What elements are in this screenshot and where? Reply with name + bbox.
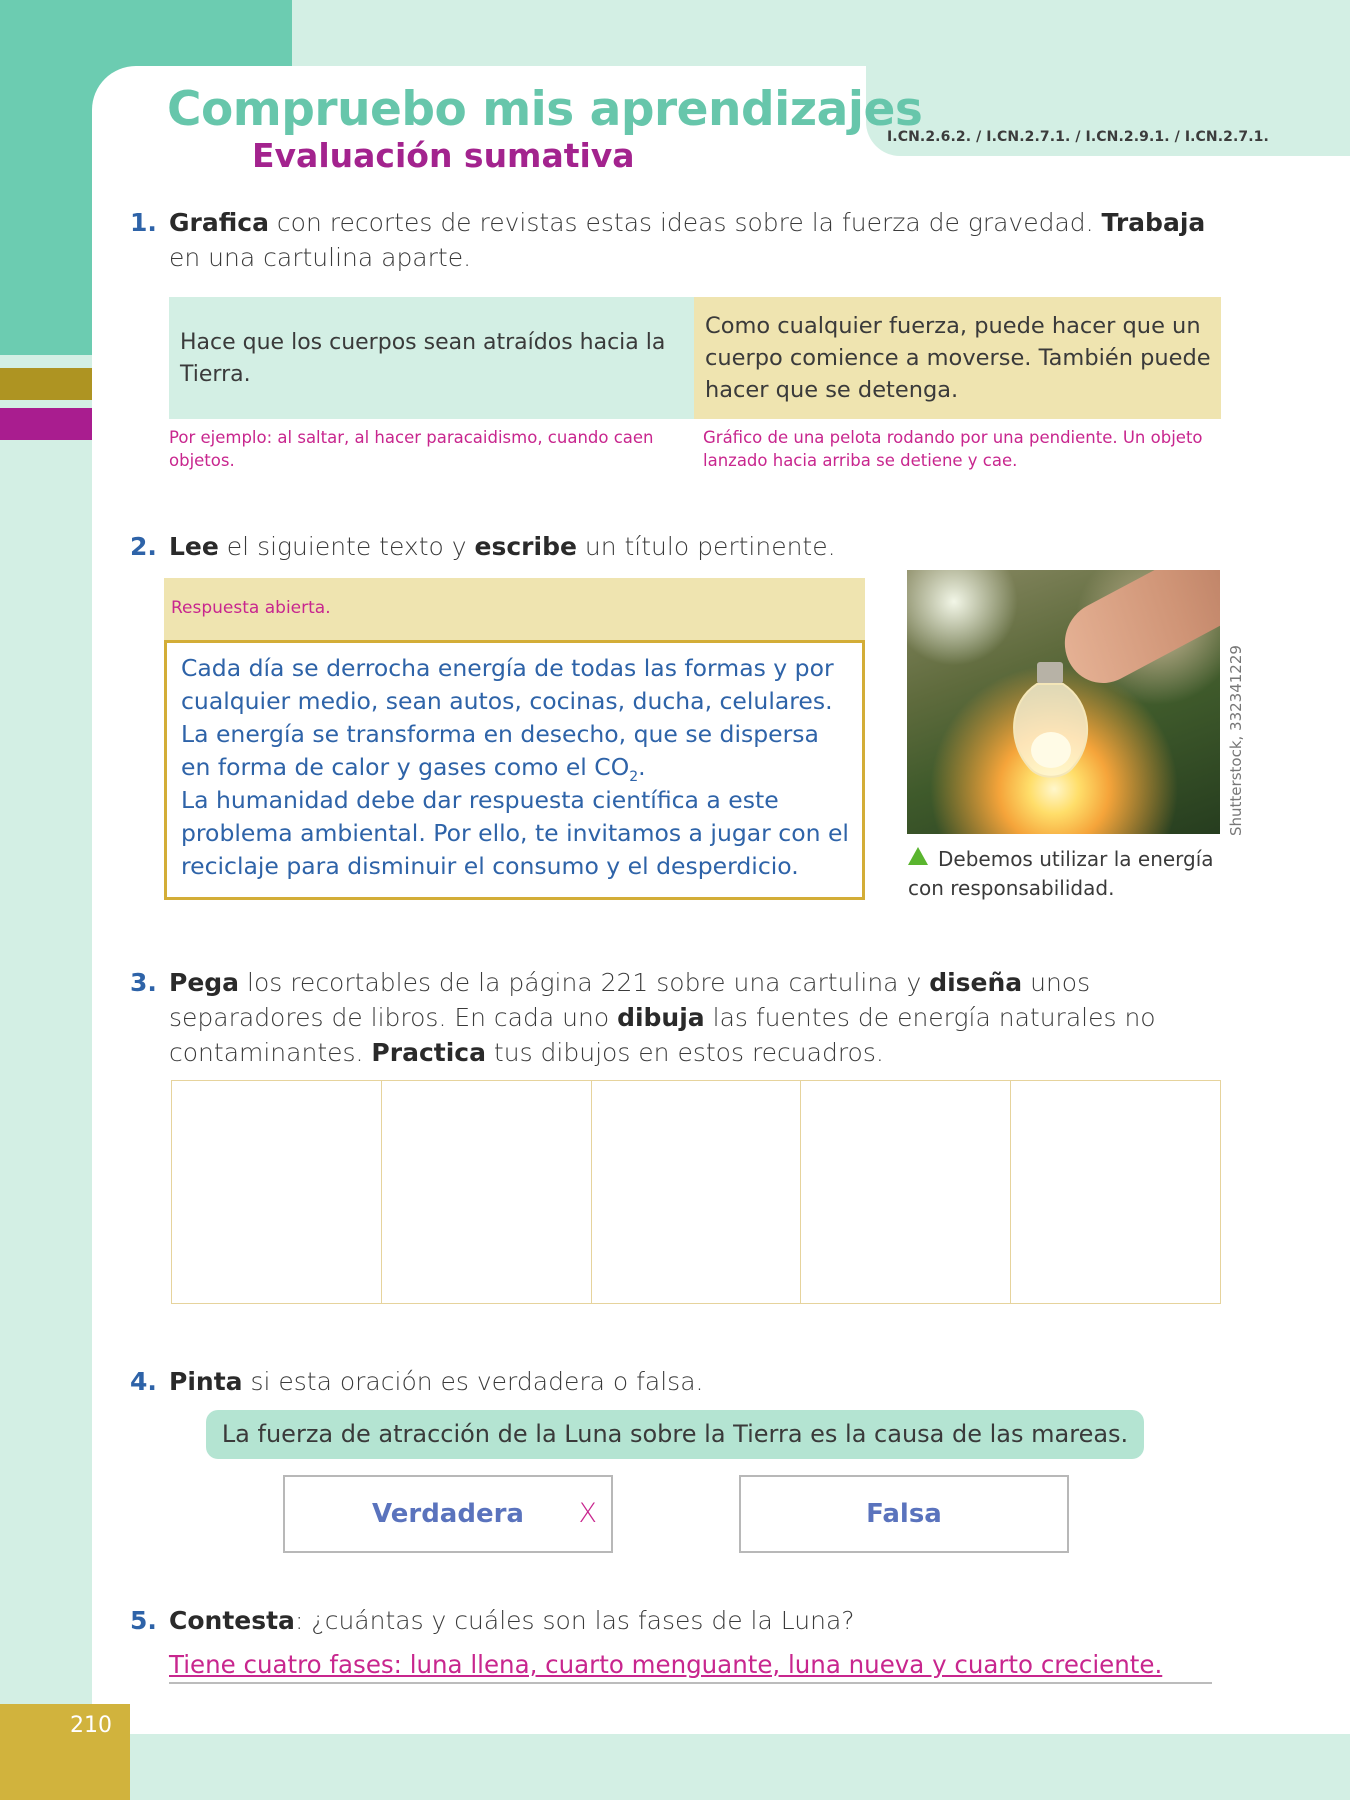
instruction-verb: Pinta: [169, 1367, 243, 1396]
drawing-box[interactable]: [592, 1081, 802, 1303]
instruction-verb: Grafica: [169, 208, 269, 237]
instruction-verb: Contesta: [169, 1606, 295, 1635]
lightbulb-photo: [907, 570, 1220, 834]
reading-paragraph-1: [181, 652, 850, 784]
photo-credit: Shutterstock, 332341229: [1227, 645, 1245, 836]
question-number: 1.: [130, 208, 157, 237]
title-answer-field[interactable]: Respuesta abierta.: [164, 578, 865, 640]
photo-caption: [908, 845, 1228, 903]
instruction-text: un título pertinente.: [576, 532, 836, 561]
question-number: 3.: [130, 968, 157, 997]
true-option-label: Verdadera: [372, 1499, 524, 1529]
question-2: [130, 529, 889, 564]
decorative-olive-stripe: [0, 368, 92, 400]
false-option-box[interactable]: [739, 1475, 1069, 1553]
instruction-verb: Practica: [371, 1038, 486, 1067]
instruction-text: : ¿cuántas y cuáles son las fases de la Luna?: [294, 1606, 855, 1635]
instruction-text: en una cartulina aparte.: [169, 243, 472, 272]
drawing-box[interactable]: [1011, 1081, 1220, 1303]
question-5: [130, 1603, 1169, 1638]
drawing-boxes: [171, 1080, 1221, 1304]
moon-phases-answer-line[interactable]: Tiene cuatro fases: luna llena, cuarto menguante, luna nueva y cuarto creciente.: [169, 1648, 1212, 1684]
answer-right: Gráfico de una pelota rodando por una pendiente. Un objeto lanzado hacia arriba se detiene y cae.: [703, 428, 1203, 470]
instruction-text: el siguiente texto y: [218, 532, 475, 561]
answer-left: Por ejemplo: al saltar, al hacer paracaidismo, cuando caen objetos.: [169, 428, 654, 470]
page-number: 210: [70, 1713, 112, 1738]
instruction-verb: Trabaja: [1101, 208, 1206, 237]
drawing-box[interactable]: [801, 1081, 1011, 1303]
instruction-text: los recortables de la página 221 sobre una cartulina y: [239, 968, 930, 997]
page-title: Compruebo mis aprendizajes: [167, 82, 923, 137]
page-subtitle: Evaluación sumativa: [252, 136, 635, 175]
paragraph-text: Cada día se derrocha energía de todas las formas y por cualquier medio, sean autos, cocinas, ducha, celulares. La energía se transforma en desecho, que se dispersa en forma de calor y gases como el CO: [181, 654, 834, 781]
x-mark: X: [578, 1498, 597, 1529]
instruction-text: unos separadores de libros. En cada uno: [169, 968, 1091, 1032]
instruction-text: tus dibujos en estos recuadros.: [485, 1038, 884, 1067]
reading-text-box: [164, 640, 865, 900]
decorative-magenta-stripe: [0, 408, 92, 440]
instruction-verb: Lee: [169, 532, 219, 561]
instruction-verb: diseña: [929, 968, 1023, 997]
gravity-idea-box-left: Hace que los cuerpos sean atraídos hacia la Tierra.: [169, 297, 694, 419]
question-number: 5.: [130, 1606, 157, 1635]
true-false-statement: La fuerza de atracción de la Luna sobre la Tierra es la causa de las mareas.: [206, 1410, 1144, 1459]
instruction-text: las fuentes de energía naturales no contaminantes.: [169, 1003, 1156, 1067]
drawing-box[interactable]: [172, 1081, 382, 1303]
subscript: 2: [629, 769, 639, 785]
instruction-verb: Pega: [169, 968, 240, 997]
lightbulb-icon: [1007, 662, 1095, 790]
triangle-icon: [908, 847, 928, 865]
instruction-text: si esta oración es verdadera o falsa.: [242, 1367, 704, 1396]
caption-text: Debemos utilizar la energía con responsabilidad.: [908, 847, 1214, 900]
false-option-label: Falsa: [866, 1499, 942, 1529]
question-3: [130, 965, 1229, 1070]
question-4: [130, 1364, 1169, 1399]
instruction-text: con recortes de revistas estas ideas sobre la fuerza de gravedad.: [268, 208, 1102, 237]
reading-paragraph-2: La humanidad debe dar respuesta científica a este problema ambiental. Por ello, te invitamos a jugar con el reciclaje para disminuir el consumo y el desperdicio.: [181, 786, 849, 880]
instruction-verb: dibuja: [617, 1003, 705, 1032]
question-number: 4.: [130, 1367, 157, 1396]
paragraph-end: .: [638, 753, 646, 781]
gravity-idea-box-right: Como cualquier fuerza, puede hacer que un cuerpo comience a moverse. También puede hacer que se detenga.: [694, 297, 1221, 419]
true-option-box[interactable]: [283, 1475, 613, 1553]
drawing-box[interactable]: [382, 1081, 592, 1303]
question-number: 2.: [130, 532, 157, 561]
question-1: [130, 205, 1229, 275]
standards-codes: I.CN.2.6.2. / I.CN.2.7.1. / I.CN.2.9.1. / I.CN.2.7.1.: [887, 129, 1269, 145]
instruction-verb: escribe: [474, 532, 577, 561]
